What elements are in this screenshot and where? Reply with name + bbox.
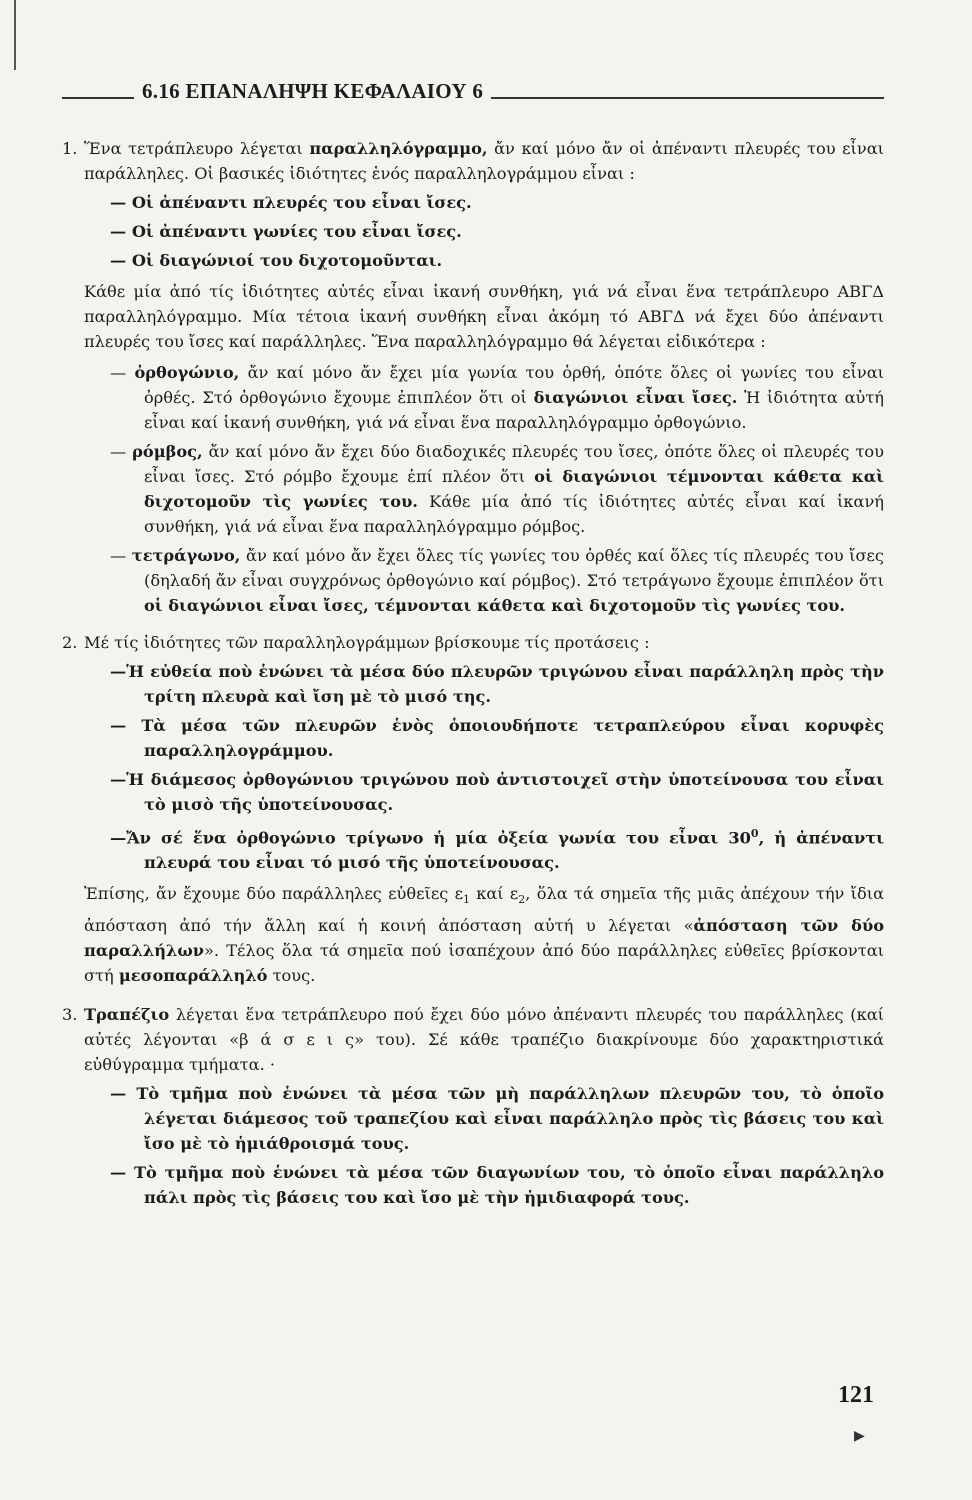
item-number: 3.: [62, 1004, 78, 1024]
text: καί ε: [469, 884, 519, 904]
text: ἄν καί μόνο ἄν οἱ ἀπέναντι πλευρές του εἶναι παράλληλες. Οἱ βασικές ἰδιότητες ἑνός παραλληλογράμμου εἶναι :: [84, 139, 884, 183]
text: Ἡ ἰδιότητα αὐτή εἶναι καί ἱκανή συνθήκη, γιά νά εἶναι ἕνα παραλληλόγραμμο ὀρθογώνιο.: [144, 388, 884, 432]
text: —Ἄν σέ ἕνα ὀρθογώνιο τρίγωνο ἡ μία ὀξεία γωνία του εἶναι 30: [110, 828, 751, 848]
page-binding-edge: [14, 0, 16, 70]
text: Ἐπίσης, ἄν ἔχουμε δύο παράλληλες εὐθεῖες ε: [84, 884, 463, 904]
item-number: 1.: [62, 139, 78, 158]
item-number: 2.: [62, 633, 78, 652]
trapezoid-list: [84, 1081, 884, 1210]
list-item: —Ἡ εὐθεία ποὺ ἑνώνει τὰ μέσα δύο πλευρῶν τριγώνου εἶναι παράλληλη πρὸς τὴν τρίτη πλευρὰ καὶ ἴση μὲ τὸ μισό της.: [110, 662, 884, 706]
item-content: [84, 630, 884, 655]
body-text: [62, 136, 884, 1214]
list-item: — Οἱ διαγώνιοί του διχοτομοῦνται.: [110, 251, 443, 270]
list-item-square: [84, 543, 884, 618]
page-number: 121: [838, 1382, 874, 1408]
header-rule-left: [62, 97, 134, 99]
term: ρόμβος,: [132, 442, 203, 461]
item-content: [84, 1002, 884, 1077]
list-item-rectangle: [84, 360, 884, 435]
item-1: [62, 136, 884, 186]
property-list: [84, 190, 884, 618]
list-item: [84, 821, 884, 875]
term: οἱ διαγώνιοι εἶναι ἴσες, τέμνονται κάθετα καὶ διχοτομοῦν τὶς γωνίες του.: [144, 596, 846, 615]
text: ἄν καί μόνο ἄν ἔχει μία γωνία του ὀρθή, ὁπότε ὅλες οἱ γωνίες του εἶναι ὀρθές. Στό ὀρθογώνιο ἔχουμε ἐπιπλέον ὅτι οἱ: [144, 363, 884, 407]
term: τετράγωνο,: [131, 546, 241, 565]
section-title: 6.16 ΕΠΑΝΑΛΗΨΗ ΚΕΦΑΛΑΙΟΥ 6: [142, 78, 484, 103]
subscript: 2: [518, 893, 526, 907]
list-item: — Τὸ τμῆμα ποὺ ἑνώνει τὰ μέσα τῶν μὴ παράλληλων πλευρῶν του, τὸ ὁποῖο λέγεται διάμεσος τοῦ τραπεζίου καὶ εἶναι παράλληλο πρὸς τὶς βάσεις του καὶ ἴσο μὲ τὸ ἡμιάθροισμά τους.: [110, 1083, 884, 1153]
item-3: [62, 1002, 884, 1077]
degree: 0: [750, 827, 759, 840]
term: ἀπόσταση τῶν δύο παραλλήλων: [84, 915, 885, 960]
paragraph: [84, 881, 884, 987]
section-header: [62, 76, 884, 106]
item-2: [62, 630, 884, 655]
term: διαγώνιοι εἶναι ἴσες.: [533, 388, 738, 407]
text: τους.: [267, 965, 316, 985]
list-item: — Τὸ τμῆμα ποὺ ἑνώνει τὰ μέσα τῶν διαγωνίων του, τὸ ὁποῖο εἶναι παράλληλο πάλι πρὸς τὶς βάσεις του καὶ ἴσο μὲ τὴν ἡμιδιαφορά τους.: [110, 1162, 884, 1207]
paragraph: [84, 136, 884, 186]
term: οἱ διαγώνιοι τέμνονται κάθετα καὶ διχοτομοῦν τὶς γωνίες του.: [144, 467, 884, 511]
paragraph: Μέ τίς ἰδιότητες τῶν παραλληλογράμμων βρίσκουμε τίς προτάσεις :: [84, 633, 650, 652]
list-item: — Οἱ ἀπέναντι πλευρές του εἶναι ἴσες.: [110, 193, 472, 212]
dash: —: [110, 363, 135, 382]
header-rule-right: [491, 97, 884, 99]
list-item-rhombus: [84, 439, 884, 539]
term: μεσοπαράλληλό: [118, 965, 268, 985]
subscript: 1: [462, 893, 470, 907]
paragraph: Κάθε μία ἀπό τίς ἰδιότητες αὐτές εἶναι ἱκανή συνθήκη, γιά νά εἶναι ἕνα τετράπλευρο ΑΒΓΔ παραλληλόγραμμο. Μία τέτοια ἱκανή συνθήκη εἶναι ἀκόμη τό ΑΒΓΔ νά ἔχει δύο ἀπέναντι πλευρές του ἴσες καί παράλληλες. Ἕνα παραλληλόγραμμο θά λέγεται εἰδικότερα :: [84, 282, 884, 351]
term-trapezoid: Τραπέζιο: [84, 1004, 170, 1024]
text: λέγεται ἕνα τετράπλευρο πού ἔχει δύο μόνο ἀπέναντι πλευρές του παράλληλες (καί αὐτές λέγονται «β ά σ ε ι ς» του). Σέ κάθε τραπέζιο διακρίνουμε δύο χαρακτηριστικά εὐθύγραμμα τμήματα. ·: [84, 1004, 884, 1074]
text: ἄν καί μόνο ἄν ἔχει ὅλες τίς γωνίες του ὀρθές καί ὅλες τίς πλευρές του ἴσες (δηλαδή ἄν εἶναι συγχρόνως ὀρθογώνιο καί ρόμβος). Στό τετράγωνο ἔχουμε ἐπιπλέον ὅτι: [144, 546, 884, 590]
text: ». Τέλος ὅλα τά σημεῖα πού ἰσαπέχουν ἀπό δύο παράλληλες εὐθεῖες βρίσκονται στή: [84, 940, 884, 985]
list-item: —Ἡ διάμεσος ὀρθογώνιου τριγώνου ποὺ ἀντιστοιχεῖ στὴν ὑποτείνουσα του εἶναι τὸ μισὸ τῆς ὑποτείνουσας.: [110, 770, 884, 814]
text: , ὅλα τά σημεῖα τῆς μιᾶς ἀπέχουν τήν ἴδια ἀπόσταση ἀπό τήν ἄλλη καί ἡ κοινή ἀπόσταση αὐτή υ λέγεται «: [84, 884, 884, 935]
proposition-list: [84, 659, 884, 988]
term: ὀρθογώνιο,: [134, 363, 240, 382]
text: Κάθε μία ἀπό τίς ἰδιότητες αὐτές εἶναι καί ἱκανή συνθήκη, γιά νά εἶναι ἕνα παραλληλόγραμμο ρόμβος.: [144, 492, 885, 536]
term-parallelogram: παραλληλόγραμμο,: [309, 139, 488, 158]
list-item: — Οἱ ἀπέναντι γωνίες του εἶναι ἴσες.: [110, 222, 462, 241]
printer-mark: ▶: [854, 1428, 865, 1444]
paragraph: [84, 1002, 884, 1077]
text: Ἕνα τετράπλευρο λέγεται: [84, 139, 310, 158]
item-content: [84, 136, 884, 186]
list-item: — Τὰ μέσα τῶν πλευρῶν ἑνὸς ὁποιουδήποτε τετραπλεύρου εἶναι κορυφὲς παραλληλογράμμου.: [110, 716, 884, 760]
dash: —: [110, 546, 132, 565]
dash: —: [110, 442, 133, 461]
text: , ἡ ἀπέναντι πλευρά του εἶναι τό μισό τῆς ὑποτείνουσας.: [144, 828, 884, 873]
text: ἄν καί μόνο ἄν ἔχει δύο διαδοχικές πλευρές του ἴσες, ὁπότε ὅλες οἱ πλευρές του εἶναι ἴσες. Στό ρόμβο ἔχουμε ἐπί πλέον ὅτι: [144, 442, 884, 486]
